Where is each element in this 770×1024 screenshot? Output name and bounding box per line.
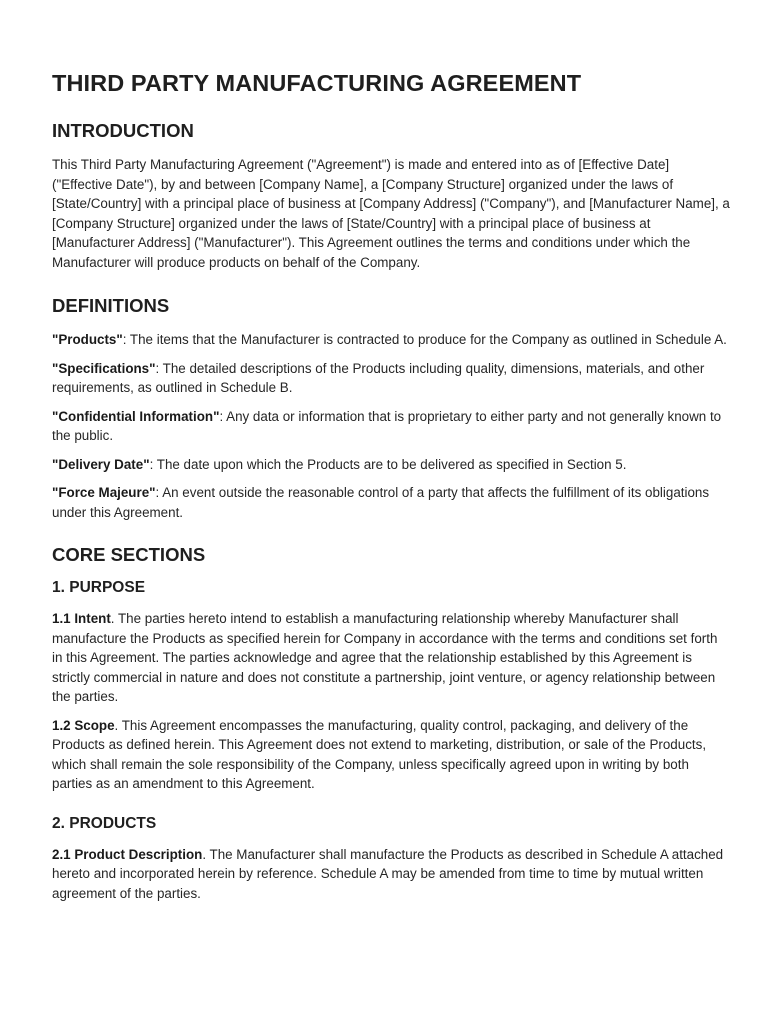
core-sections-heading: CORE SECTIONS: [52, 544, 206, 565]
clause-label: 1.2 Scope: [52, 717, 115, 733]
definition-confidential-information: [52, 407, 730, 446]
clause-1-2-scope: [52, 716, 730, 794]
definition-text: : Any data or information that is proprietary to either party and not generally known to the public.: [52, 408, 722, 443]
definition-term: "Confidential Information": [52, 408, 220, 424]
definitions-heading: DEFINITIONS: [52, 295, 170, 316]
clause-1-1-intent: [52, 609, 730, 707]
purpose-heading: 1. PURPOSE: [52, 579, 146, 596]
definition-products: [52, 330, 730, 350]
definition-text: : The date upon which the Products are to be delivered as specified in Section 5.: [149, 456, 627, 472]
products-heading: 2. PRODUCTS: [52, 814, 157, 832]
clause-2-1-product-description: [52, 845, 730, 904]
introduction-heading: INTRODUCTION: [52, 120, 194, 141]
clause-text: . The parties hereto intend to establish a manufacturing relationship whereby Manufacturer shall manufacture the Products as specified herein for Company in accordance with the terms and conditions set forth in this Agreement. The parties acknowledge and agree that the relationship established by this Agreement is strictly commercial in nature and does not constitute a partnership, joint venture, or agency relationship between the parties.: [52, 611, 718, 704]
clause-text: . This Agreement encompasses the manufacturing, quality control, packaging, and delivery of the Products as defined herein. This Agreement does not extend to marketing, distribution, or sale of the Products, which shall remain the sole responsibility of the Company, unless specifically agreed upon in writing by both parties as an amendment to this Agreement.: [52, 717, 707, 791]
definition-text: : The items that the Manufacturer is contracted to produce for the Company as outlined in Schedule A.: [122, 332, 727, 347]
document-title: THIRD PARTY MANUFACTURING AGREEMENT: [52, 70, 582, 96]
introduction-paragraph: This Third Party Manufacturing Agreement ("Agreement") is made and entered into as of [Effective Date] ("Effective Date"), by and between [Company Name], a [Company Structure] organized under the laws of [State/Country] with a principal place of business at [Company Address] ("Company"), and [Manufacturer Name], a [Company Structure] organized under the laws of [State/Country] with a principal place of business at [Manufacturer Address] ("Manufacturer"). This Agreement outlines the terms and conditions under which the Manufacturer will produce products on behalf of the Company.: [52, 157, 730, 270]
clause-label: 2.1 Product Description: [52, 846, 203, 862]
definition-term: "Products": [52, 332, 123, 347]
definition-text: : The detailed descriptions of the Products including quality, dimensions, materials, and other requirements, as outlined in Schedule B.: [52, 360, 705, 395]
clause-text: . The Manufacturer shall manufacture the Products as described in Schedule A attached hereto and incorporated herein by reference. Schedule A may be amended from time to time by mutual written agreement of the parties.: [52, 846, 724, 901]
definition-force-majeure: [52, 483, 730, 522]
clause-label: 1.1 Intent: [52, 611, 111, 626]
definition-delivery-date: [52, 455, 730, 475]
definition-term: "Force Majeure": [52, 485, 156, 500]
definition-term: "Delivery Date": [52, 456, 150, 472]
definition-text: : An event outside the reasonable control of a party that affects the fulfillment of its obligations under this Agreement.: [52, 485, 710, 520]
definition-specifications: [52, 359, 730, 398]
definition-term: "Specifications": [52, 360, 156, 376]
